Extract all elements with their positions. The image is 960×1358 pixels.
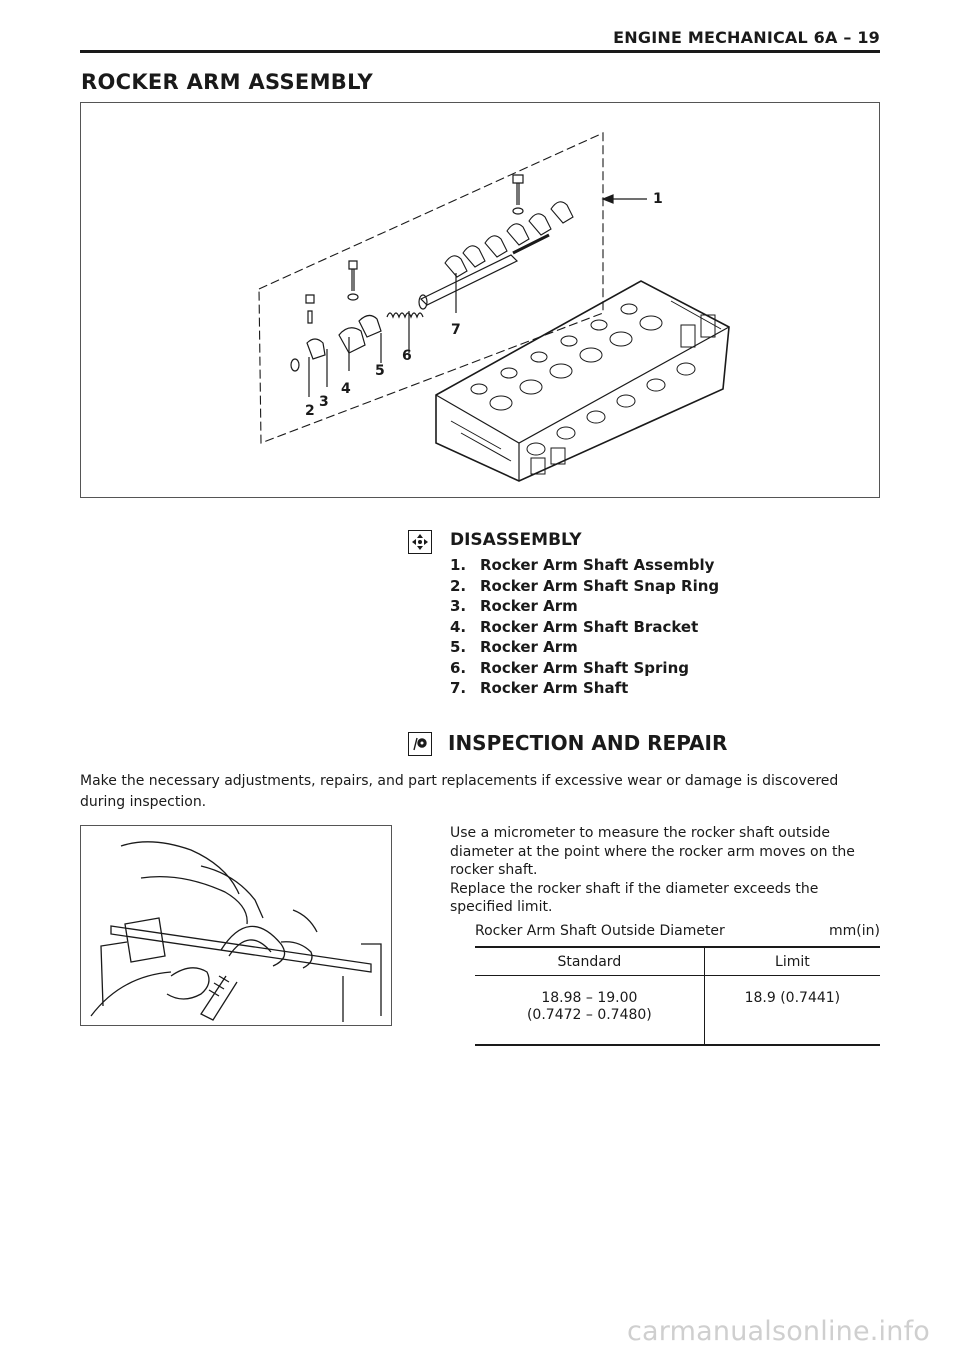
procedure-paragraph: Replace the rocker shaft if the diameter exceeds the specified limit. [450, 880, 819, 915]
exploded-view-figure [80, 102, 880, 498]
list-item: 3. Rocker Arm [450, 597, 578, 615]
inspection-magnifier-icon [408, 732, 432, 756]
callout-label: 3 [319, 394, 329, 410]
micrometer-figure [80, 825, 392, 1026]
list-item: 1. Rocker Arm Shaft Assembly [450, 556, 715, 574]
watermark-text: carmanualsonline.info [627, 1316, 930, 1347]
limit-value-cell: 18.9 (0.7441) [704, 976, 880, 1046]
procedure-paragraph: Use a micrometer to measure the rocker shaft outside diameter at the point where the rocker arm moves on the rocker shaft. [450, 825, 855, 878]
micrometer-drawing [81, 826, 391, 1025]
spec-table [475, 946, 880, 1046]
callout-label: 2 [305, 403, 315, 419]
page-title: ROCKER ARM ASSEMBLY [81, 70, 373, 94]
spec-caption [475, 923, 880, 939]
list-item: 7. Rocker Arm Shaft [450, 679, 629, 697]
disassembly-arrows-icon [408, 530, 432, 554]
inspection-heading: INSPECTION AND REPAIR [448, 731, 728, 755]
callout-label: 4 [341, 381, 351, 397]
header-rule [80, 50, 880, 53]
callout-label: 1 [653, 191, 663, 207]
list-item: 4. Rocker Arm Shaft Bracket [450, 617, 699, 636]
list-item: 6. Rocker Arm Shaft Spring [450, 658, 689, 677]
page-header-title: ENGINE MECHANICAL 6A – 19 [613, 28, 880, 47]
callout-label: 6 [402, 348, 412, 364]
list-item: 2. Rocker Arm Shaft Snap Ring [450, 576, 720, 595]
spec-caption-unit: mm(in) [829, 923, 880, 939]
disassembly-heading: DISASSEMBLY [450, 530, 582, 550]
table-header-row [475, 947, 880, 976]
table-row [475, 976, 880, 1046]
exploded-view-drawing [81, 103, 879, 497]
callout-label: 7 [451, 322, 461, 338]
standard-value-mm: 18.98 – 19.00 [541, 990, 638, 1006]
standard-value-cell [475, 976, 704, 1046]
spec-caption-title: Rocker Arm Shaft Outside Diameter [475, 923, 725, 939]
list-item: 5. Rocker Arm [450, 638, 578, 656]
table-header-standard: Standard [475, 947, 704, 976]
inspection-intro: Make the necessary adjustments, repairs, and part replacements if excessive wear or damage is discovered during inspection. [80, 773, 839, 810]
table-header-limit: Limit [704, 947, 880, 976]
callout-label: 5 [375, 363, 385, 379]
standard-value-in: (0.7472 – 0.7480) [526, 1007, 652, 1023]
inspection-procedure [450, 824, 882, 917]
disassembly-list [450, 555, 719, 699]
